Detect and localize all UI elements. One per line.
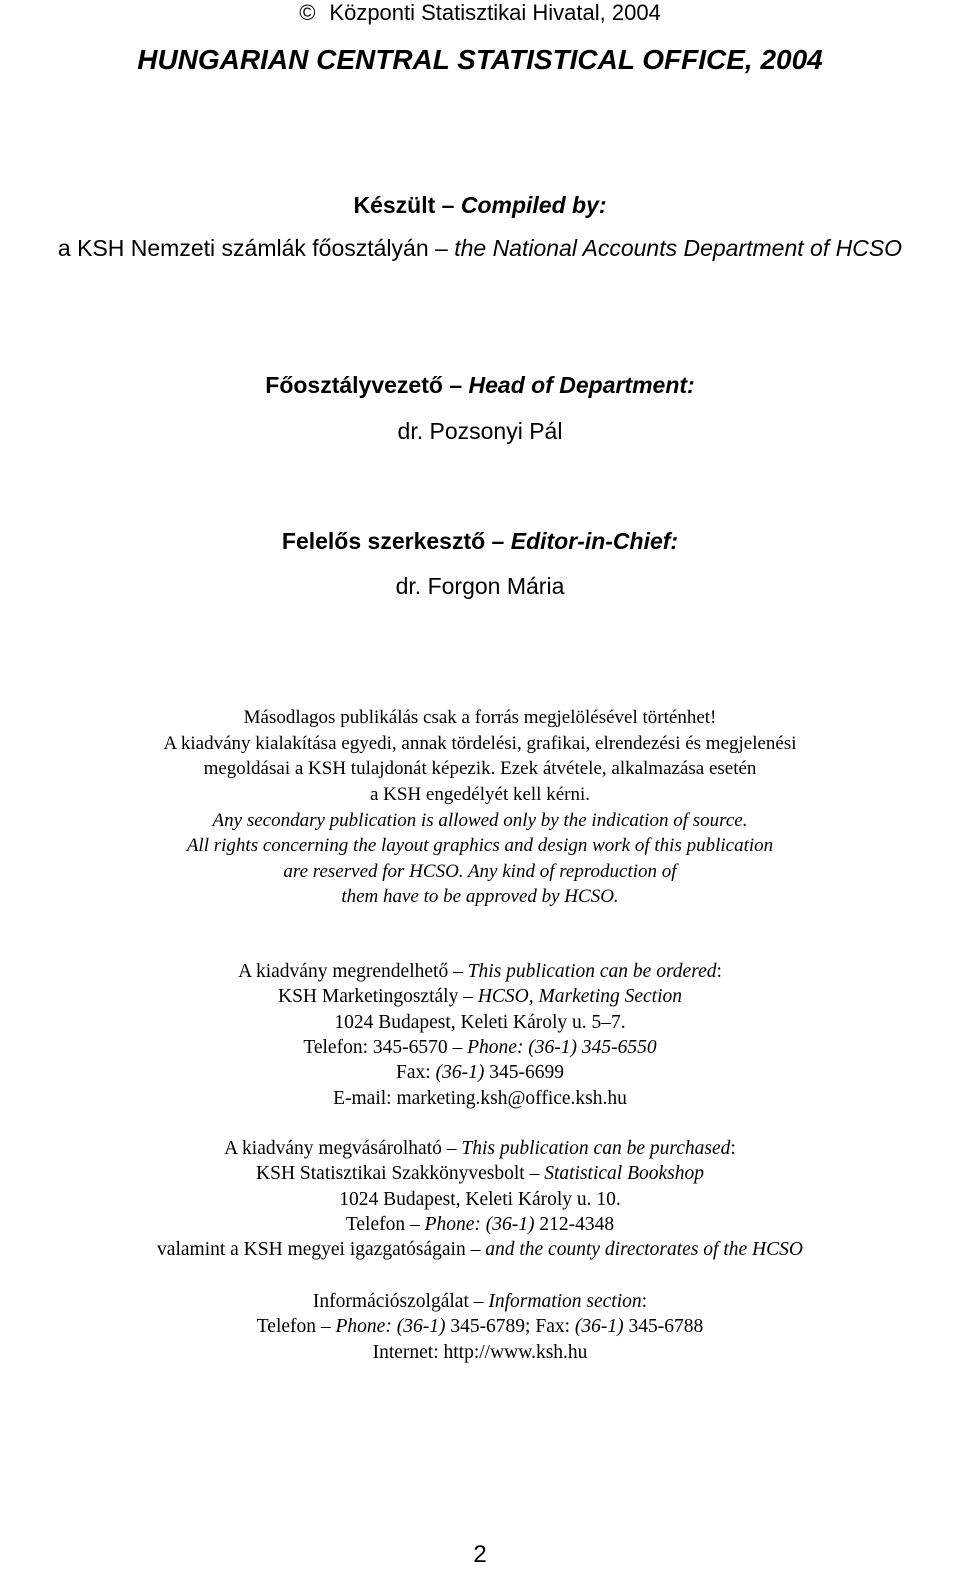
info-internet[interactable]: Internet: http://www.ksh.hu xyxy=(372,1342,588,1363)
rights-en-line: are reserved for HCSO. Any kind of reproduction of xyxy=(283,861,677,882)
rights-hu-line: A kiadvány kialakítása egyedi, annak tördelési, grafikai, elrendezési és megjelenési xyxy=(163,733,797,754)
order-department: KSH Marketingosztály – HCSO, Marketing Section xyxy=(277,986,683,1007)
head-label-en: Head of Department: xyxy=(468,372,695,398)
head-name: dr. Pozsonyi Pál xyxy=(397,418,563,444)
purchase-county: valamint a KSH megyei igazgatóságain – and the county directorates of the HCSO xyxy=(157,1239,803,1260)
editor-heading: Felelős szerkesztő – Editor-in-Chief: xyxy=(281,528,679,554)
editor-name: dr. Forgon Mária xyxy=(395,573,565,599)
rights-en-line: them have to be approved by HCSO. xyxy=(341,886,619,907)
purchase-address: 1024 Budapest, Keleti Károly u. 10. xyxy=(339,1189,621,1210)
copyright-symbol: © xyxy=(299,0,316,25)
rights-en-line: All rights concerning the layout graphics and design work of this publication xyxy=(186,835,774,856)
editor-label-en: Editor-in-Chief: xyxy=(510,528,679,554)
purchase-phone: Telefon – Phone: (36-1) 212-4348 xyxy=(345,1214,615,1235)
info-heading: Információszolgálat – Information section: xyxy=(312,1291,648,1312)
head-label-hu: Főosztályvezető xyxy=(265,372,443,398)
copyright-line xyxy=(0,0,960,26)
order-email[interactable]: E-mail: marketing.ksh@office.ksh.hu xyxy=(333,1088,627,1109)
purchase-shop: KSH Statisztikai Szakkönyvesbolt – Statistical Bookshop xyxy=(256,1163,704,1184)
rights-hu-line: a KSH engedélyét kell kérni. xyxy=(369,784,590,805)
compiled-by-heading: Készült – Compiled by: xyxy=(353,192,607,218)
dept-en: the National Accounts Department of HCSO xyxy=(454,235,903,261)
head-heading: Főosztályvezető – Head of Department: xyxy=(265,372,695,398)
compiled-department: a KSH Nemzeti számlák főosztályán – the National Accounts Department of HCSO xyxy=(57,235,903,261)
office-title-en: HUNGARIAN CENTRAL STATISTICAL OFFICE, 2004 xyxy=(137,44,823,75)
dept-hu: a KSH Nemzeti számlák főosztályán xyxy=(57,235,429,261)
editor-label-hu: Felelős szerkesztő xyxy=(281,528,486,554)
copyright-text: Központi Statisztikai Hivatal, 2004 xyxy=(329,0,661,25)
rights-hu-line: Másodlagos publikálás csak a forrás megjelölésével történhet! xyxy=(243,707,717,728)
order-fax: Fax: (36-1) 345-6699 xyxy=(396,1062,564,1083)
info-phone-fax: Telefon – Phone: (36-1) 345-6789; Fax: (36-1) 345-6788 xyxy=(256,1316,704,1337)
rights-en-line: Any secondary publication is allowed only by the indication of source. xyxy=(212,810,748,831)
rights-hu-line: megoldásai a KSH tulajdonát képezik. Ezek átvétele, alkalmazása esetén xyxy=(203,758,757,779)
compiled-label-en: Compiled by: xyxy=(460,192,607,218)
compiled-label-hu: Készült xyxy=(353,192,436,218)
order-intro: A kiadvány megrendelhető – This publication can be ordered: xyxy=(238,961,722,982)
purchase-intro: A kiadvány megvásárolható – This publication can be purchased: xyxy=(224,1138,736,1159)
order-address: 1024 Budapest, Keleti Károly u. 5–7. xyxy=(334,1012,626,1033)
page-number: 2 xyxy=(473,1541,487,1568)
order-phone: Telefon: 345-6570 – Phone: (36-1) 345-6550 xyxy=(303,1037,657,1058)
